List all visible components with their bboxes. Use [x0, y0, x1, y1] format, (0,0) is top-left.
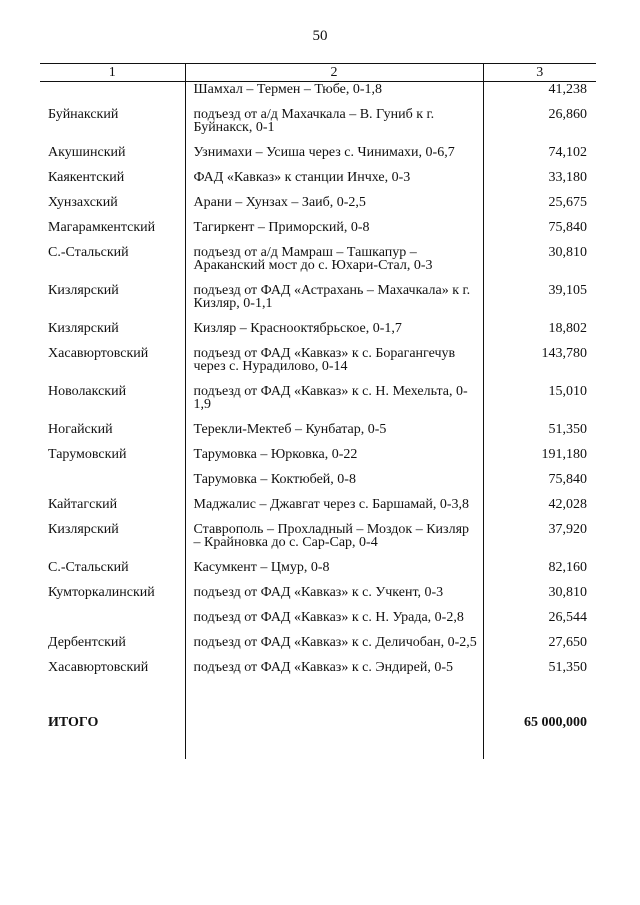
amount-cell: 51,350 [548, 660, 587, 675]
road-cell: Терекли-Мектеб – Кунбатар, 0-5 [185, 423, 483, 448]
column-header-3: 3 [483, 64, 596, 82]
road-cell: Тагиркент – Приморский, 0-8 [185, 221, 483, 246]
district-cell: Кизлярский [48, 283, 119, 298]
amount-cell: 25,675 [548, 195, 587, 210]
table-row [40, 108, 596, 146]
table-row [40, 246, 596, 284]
amount-cell: 37,920 [548, 522, 587, 537]
road-cell: подъезд от ФАД «Кавказ» к с. Н. Урада, 0-2,8 [185, 611, 483, 636]
road-cell: подъезд от ФАД «Кавказ» к с. Деличобан, 0-2,5 [185, 636, 483, 661]
column-header-1: 1 [40, 64, 185, 82]
column-header-2: 2 [185, 64, 483, 82]
table-row [40, 196, 596, 221]
road-cell: Узнимахи – Усиша через с. Чинимахи, 0-6,7 [185, 146, 483, 171]
district-cell: Буйнакский [48, 107, 119, 122]
district-cell: Тарумовский [48, 447, 127, 462]
district-cell: Кизлярский [48, 522, 119, 537]
district-cell [40, 473, 185, 498]
district-cell: Ногайский [48, 422, 113, 437]
table-row [40, 448, 596, 473]
district-cell: Хасавюртовский [48, 346, 149, 361]
total-amount: 65 000,000 [524, 715, 587, 730]
table-row [40, 322, 596, 347]
total-empty-cell [185, 716, 483, 759]
amount-cell: 75,840 [548, 472, 587, 487]
amount-cell: 41,238 [548, 82, 587, 97]
district-cell: Хасавюртовский [48, 660, 149, 675]
district-cell: Новолакский [48, 384, 127, 399]
table-row [40, 498, 596, 523]
amount-cell: 39,105 [548, 283, 587, 298]
amount-cell: 75,840 [548, 220, 587, 235]
amount-cell: 82,160 [548, 560, 587, 575]
amount-cell: 30,810 [548, 245, 587, 260]
road-cell: подъезд от а/д Махачкала – В. Гуниб к г. Буйнакск, 0-1 [185, 108, 483, 146]
district-cell: Дербентский [48, 635, 126, 650]
district-cell [40, 82, 185, 109]
road-cell: подъезд от ФАД «Астрахань – Махачкала» к г. Кизляр, 0-1,1 [185, 284, 483, 322]
road-cell: ФАД «Кавказ» к станции Инчхе, 0-3 [185, 171, 483, 196]
road-cell: Кизляр – Краснооктябрьское, 0-1,7 [185, 322, 483, 347]
amount-cell: 26,860 [548, 107, 587, 122]
amount-cell: 191,180 [541, 447, 587, 462]
amount-cell: 27,650 [548, 635, 587, 650]
table-row [40, 423, 596, 448]
amount-cell: 30,810 [548, 585, 587, 600]
district-cell: Кумторкалинский [48, 585, 155, 600]
district-cell: Хунзахский [48, 195, 118, 210]
table-row [40, 221, 596, 246]
table-row [40, 523, 596, 561]
amount-cell: 51,350 [548, 422, 587, 437]
road-cell: Маджалис – Джавгат через с. Баршамай, 0-3,8 [185, 498, 483, 523]
road-cell: Тарумовка – Коктюбей, 0-8 [185, 473, 483, 498]
road-cell: Ставрополь – Прохладный – Моздок – Кизляр – Крайновка до с. Сар-Сар, 0-4 [185, 523, 483, 561]
road-cell: подъезд от ФАД «Кавказ» к с. Учкент, 0-3 [185, 586, 483, 611]
district-cell: Акушинский [48, 145, 126, 160]
road-cell: подъезд от ФАД «Кавказ» к с. Борагангечув через с. Нурадилово, 0-14 [185, 347, 483, 385]
district-cell: Кизлярский [48, 321, 119, 336]
total-label: ИТОГО [48, 715, 99, 730]
amount-cell: 74,102 [548, 145, 587, 160]
table-row [40, 385, 596, 423]
road-cell: Шамхал – Термен – Тюбе, 0-1,8 [185, 82, 483, 109]
district-cell: Магарамкентский [48, 220, 156, 235]
table-row [40, 586, 596, 611]
district-cell: Кайтагский [48, 497, 118, 512]
district-cell [40, 611, 185, 636]
table-row [40, 146, 596, 171]
road-cell: подъезд от ФАД «Кавказ» к с. Эндирей, 0-5 [185, 661, 483, 686]
amount-cell: 26,544 [548, 610, 587, 625]
road-cell: подъезд от а/д Мамраш – Ташкапур – Араканский мост до с. Юхари-Стал, 0-3 [185, 246, 483, 284]
table-row [40, 347, 596, 385]
page-number: 50 [312, 28, 328, 44]
table-row [40, 82, 596, 109]
road-cell: Арани – Хунзах – Заиб, 0-2,5 [185, 196, 483, 221]
table-row [40, 661, 596, 686]
table-row [40, 561, 596, 586]
spacer-cell [185, 686, 483, 716]
district-cell: С.-Стальский [48, 560, 129, 575]
table-header-row [40, 64, 596, 82]
road-cell: подъезд от ФАД «Кавказ» к с. Н. Мехельта, 0-1,9 [185, 385, 483, 423]
spacer-cell [483, 686, 596, 716]
table-row [40, 611, 596, 636]
road-cell: Тарумовка – Юрковка, 0-22 [185, 448, 483, 473]
district-cell: Каякентский [48, 170, 125, 185]
table-row [40, 636, 596, 661]
total-row [40, 716, 596, 759]
spacer-row [40, 686, 596, 716]
table-row [40, 284, 596, 322]
amount-cell: 18,802 [548, 321, 587, 336]
district-cell: С.-Стальский [48, 245, 129, 260]
amount-cell: 33,180 [548, 170, 587, 185]
amount-cell: 42,028 [548, 497, 587, 512]
amount-cell: 15,010 [548, 384, 587, 399]
road-cell: Касумкент – Цмур, 0-8 [185, 561, 483, 586]
spacer-cell [40, 686, 185, 716]
road-funding-table [40, 63, 596, 759]
table-row [40, 473, 596, 498]
amount-cell: 143,780 [541, 346, 587, 361]
table-row [40, 171, 596, 196]
